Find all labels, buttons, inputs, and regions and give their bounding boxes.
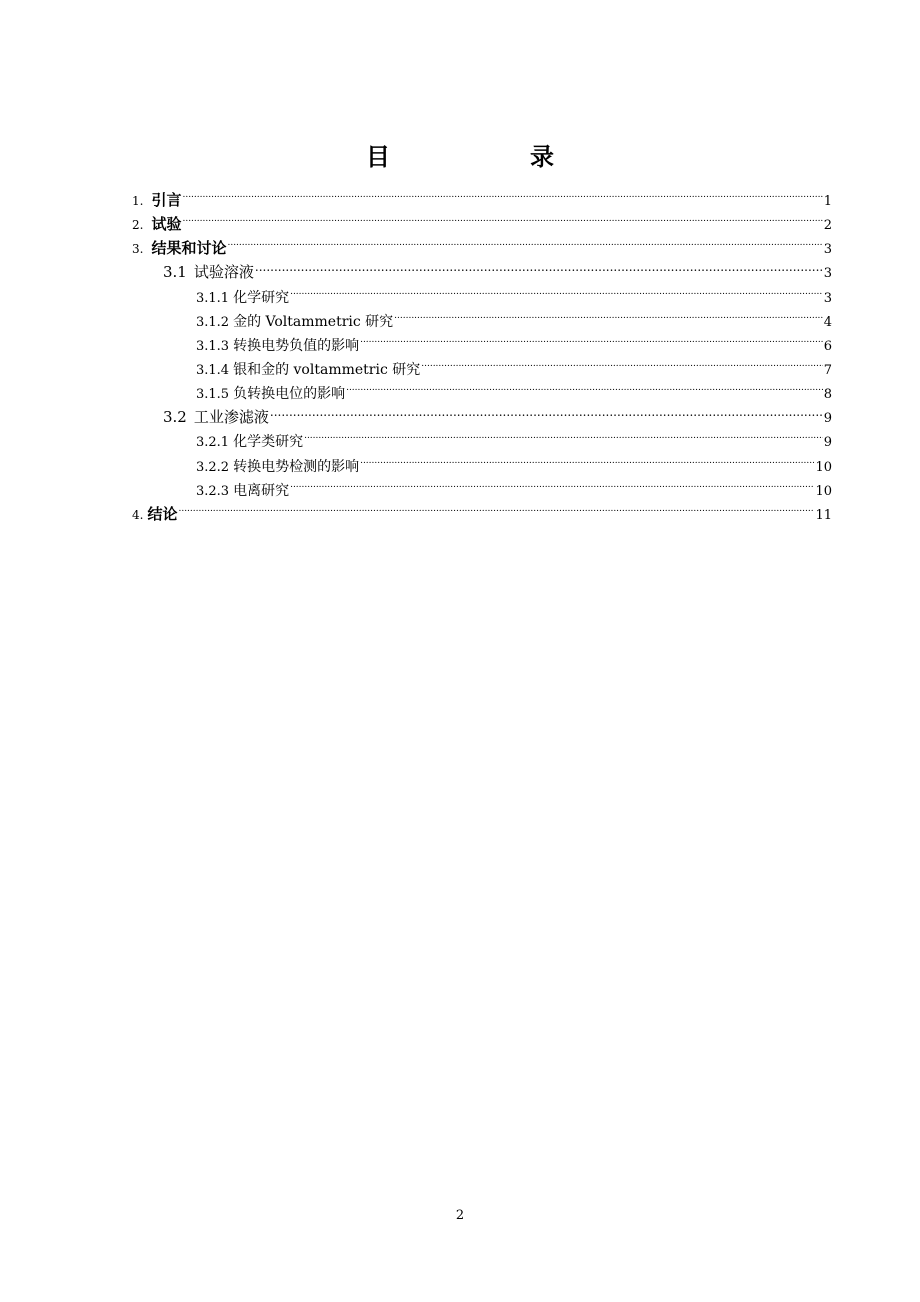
toc-entry-number: 3.1 [163,263,187,281]
toc-leader-dots [290,471,814,495]
toc-entry-label: 金的 Voltammetric 研究 [233,314,394,330]
toc-entry-3-2-2[interactable] [196,447,832,475]
toc-leader-dots [182,181,822,205]
toc-entry-label: 试验溶液 [193,263,254,281]
toc-leader-dots [227,229,822,253]
toc-leader-dots [255,253,823,277]
toc-entry-label: 负转换电位的影响 [233,386,346,402]
toc-entry-page: 1 [823,194,832,209]
toc-entry-number: 3.1.5 [196,387,230,402]
toc-leader-dots [346,374,823,398]
toc-entry-3-1-5[interactable] [196,374,832,402]
toc-entry-label: 化学类研究 [233,434,304,450]
toc-leader-dots [394,302,823,326]
toc-entry-3-1-3[interactable] [196,326,832,354]
toc-entry-label: 电离研究 [233,483,290,499]
toc-entry-label: 工业渗滤液 [193,408,269,426]
toc-entry-number: 3.2.3 [196,484,230,499]
toc-entry-page: 9 [823,435,832,450]
toc-entry-label: 化学研究 [233,290,290,306]
toc-entry-3[interactable] [132,229,832,257]
toc-entry-page: 7 [823,363,832,378]
toc-entry-number: 3.1.1 [196,291,230,306]
toc-entry-number: 3.1.2 [196,315,230,330]
toc-entry-page: 4 [823,315,832,330]
toc-entry-page: 9 [823,411,832,426]
toc-entry-number: 3.2 [163,408,187,426]
toc-entry-label: 转换电势负值的影响 [233,338,360,354]
toc-entry-page: 10 [815,460,832,475]
toc-entry-4[interactable] [132,495,832,523]
toc-title: 目 录 [366,143,612,171]
toc-entry-label: 结论 [147,505,178,523]
toc-entry-3-1-4[interactable] [196,350,832,378]
toc-entry-number: 3.1.4 [196,363,230,378]
toc-entry-number: 3.2.1 [196,435,230,450]
toc-entry-3-1-1[interactable] [196,278,832,306]
toc-entry-label: 结果和讨论 [151,239,227,257]
toc-entry-number: 1. [132,194,144,208]
toc-entry-label: 引言 [151,191,182,209]
toc-entry-number: 2. [132,218,144,232]
toc-entry-page: 3 [823,291,832,306]
toc-entry-page: 3 [823,242,832,257]
toc-entry-number: 3.2.2 [196,460,230,475]
toc-leader-dots [178,495,814,519]
toc-entry-label: 转换电势检测的影响 [233,459,360,475]
toc-entry-3-2-1[interactable] [196,422,832,450]
toc-entry-3-1-2[interactable] [196,302,832,330]
toc-entry-label: 试验 [151,215,182,233]
toc-entry-number: 4. [132,508,144,522]
toc-entry-number: 3. [132,242,144,256]
toc-entry-page: 2 [823,218,832,233]
page-number: 2 [455,1208,465,1223]
toc-entry-1[interactable] [132,181,832,209]
toc-entry-number: 3.1.3 [196,339,230,354]
toc-entry-3-2[interactable] [163,398,832,426]
toc-leader-dots [304,422,823,446]
toc-entry-label: 银和金的 voltammetric 研究 [233,362,421,378]
toc-entry-3-2-3[interactable] [196,471,832,499]
toc-entry-page: 8 [823,387,832,402]
toc-entry-page: 11 [815,508,832,523]
toc-entry-page: 6 [823,339,832,354]
toc-leader-dots [421,350,822,374]
toc-leader-dots [182,205,822,229]
toc-entry-2[interactable] [132,205,832,233]
toc-leader-dots [360,326,823,350]
toc-entry-3-1[interactable] [163,253,832,281]
toc-entry-page: 3 [823,266,832,281]
toc-leader-dots [270,398,823,422]
toc-entry-page: 10 [815,484,832,499]
toc-leader-dots [290,278,823,302]
toc-leader-dots [360,447,814,471]
